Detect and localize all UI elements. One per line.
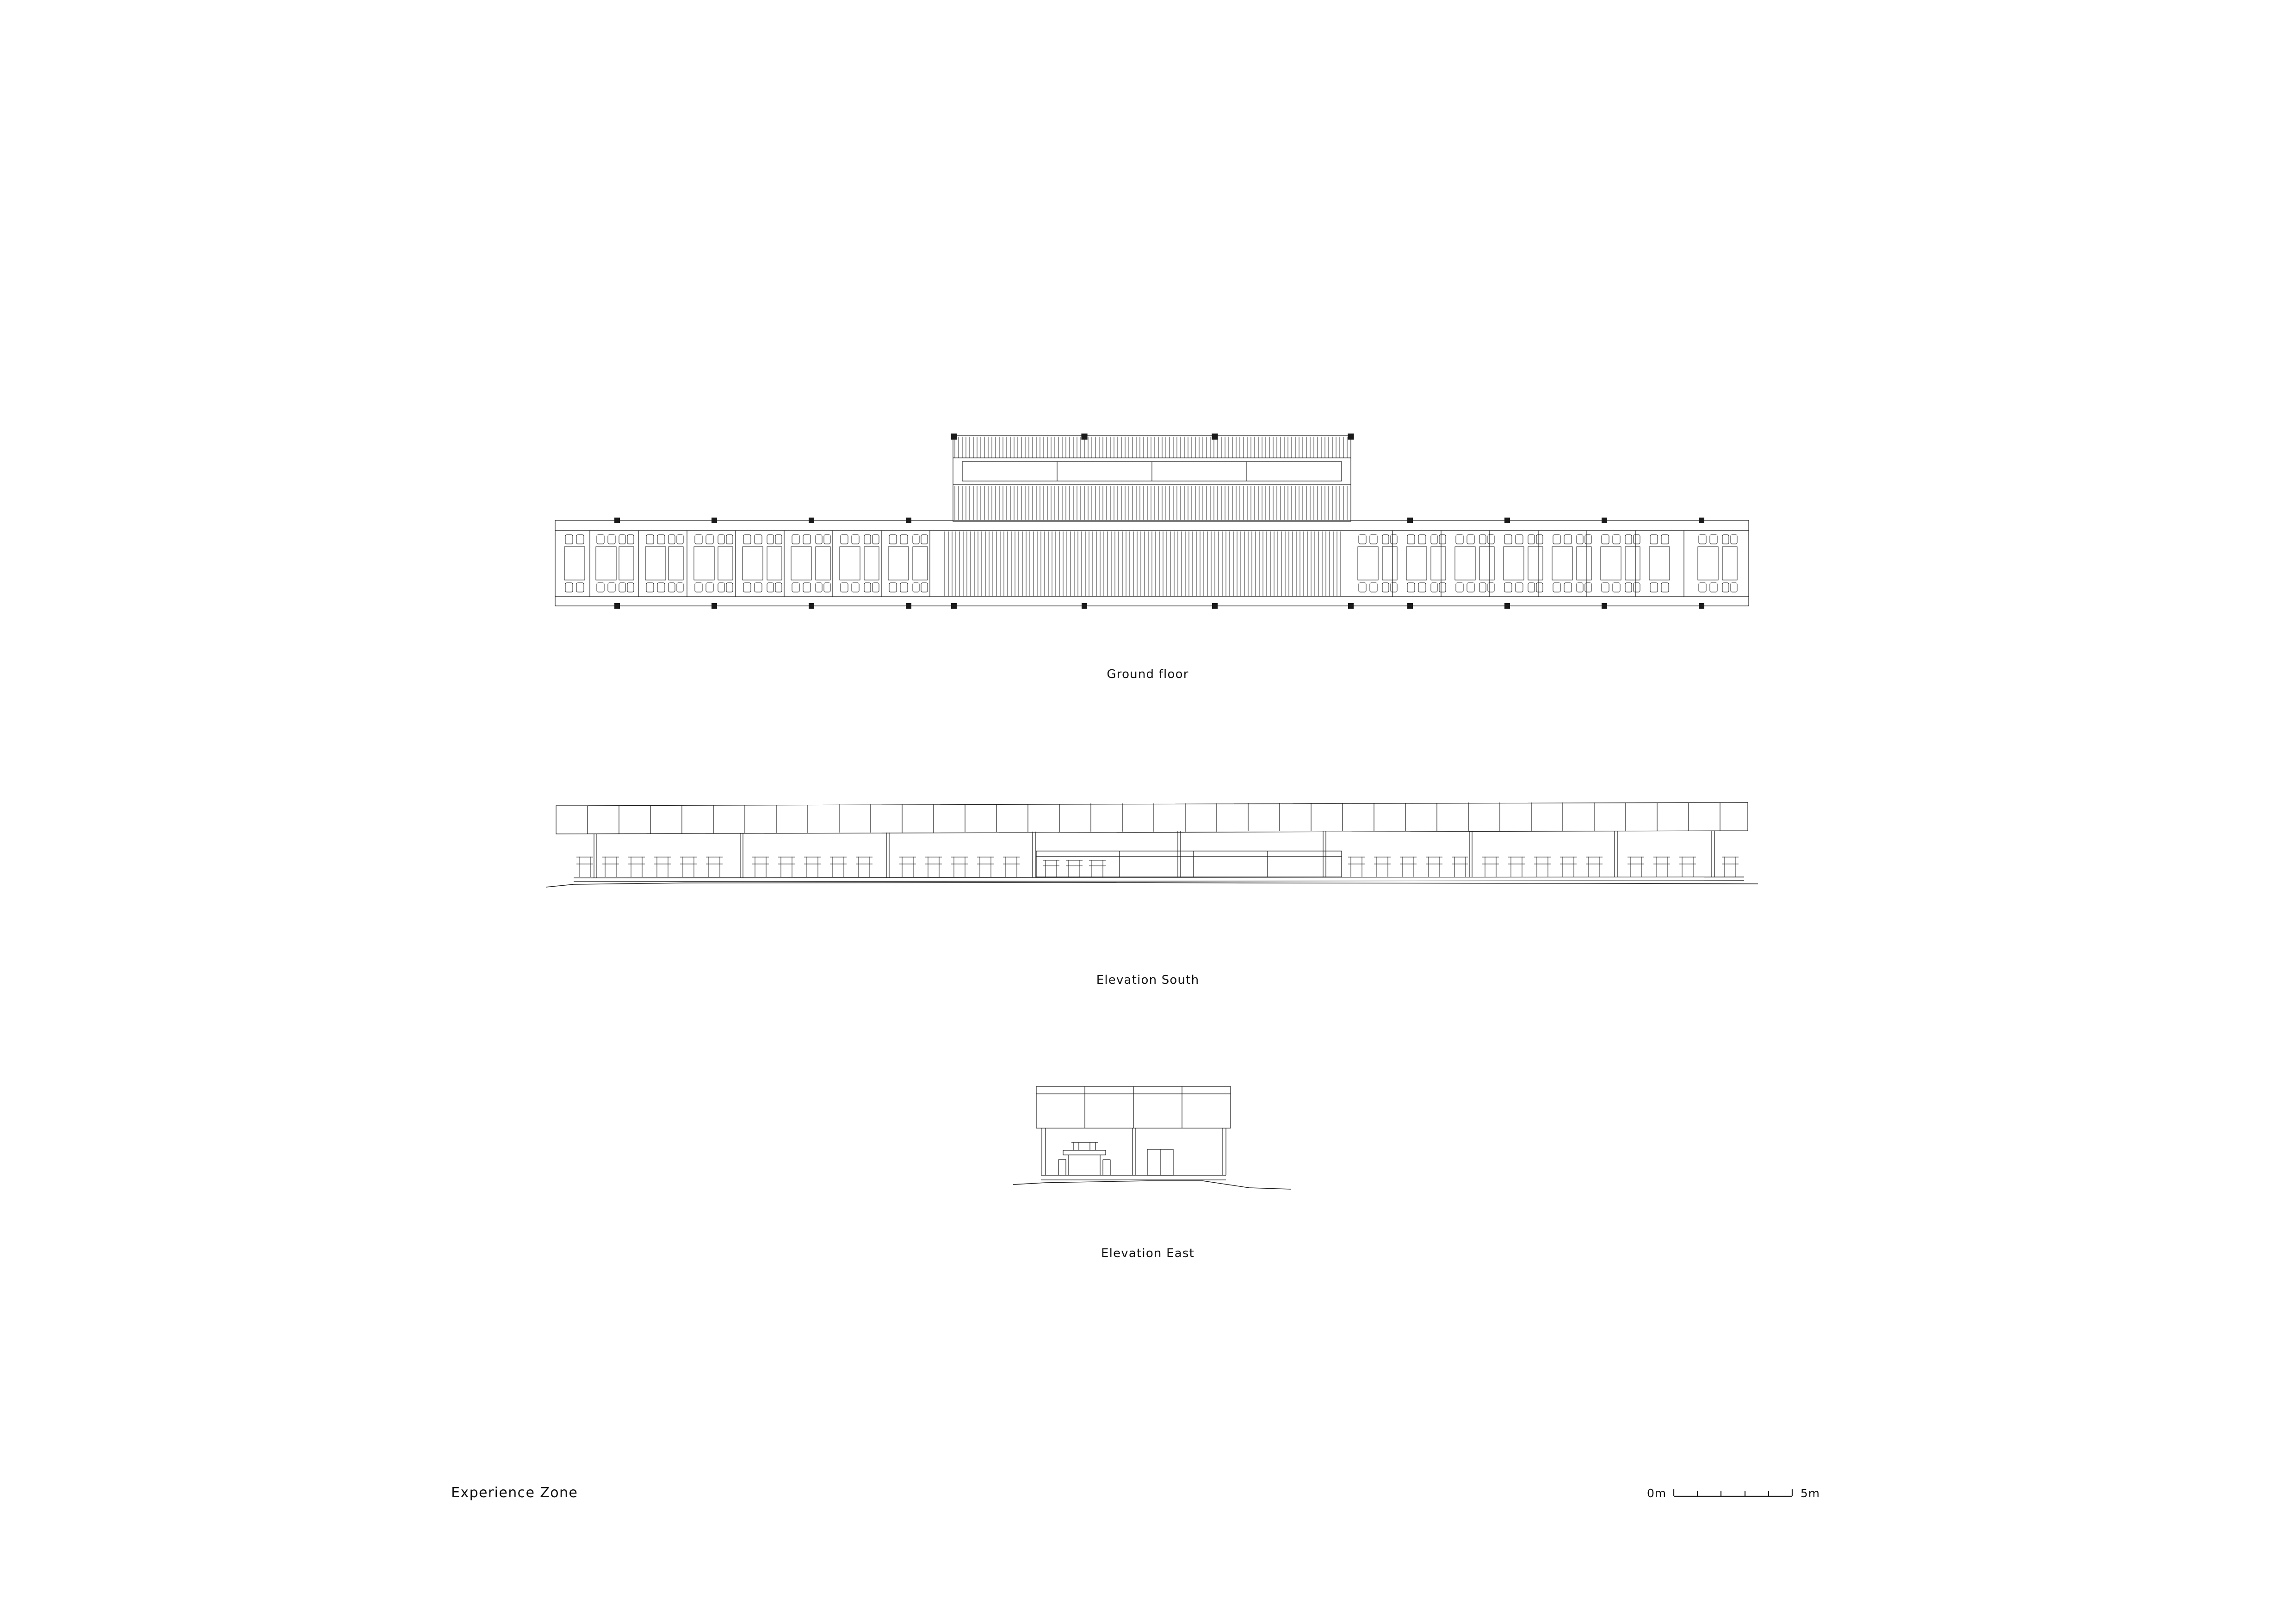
scale-bar-graphic	[1671, 1485, 1796, 1501]
east-doorway	[1147, 1149, 1173, 1175]
caption-elevation-south: Elevation South	[1096, 973, 1200, 987]
south-roof	[556, 802, 1748, 834]
south-furniture-left	[576, 857, 1020, 877]
page-title: Experience Zone	[451, 1485, 578, 1501]
elevation-east-svg	[1009, 1075, 1295, 1205]
plan-seating-bays-right	[1358, 531, 1737, 597]
south-furniture-centre	[1043, 860, 1106, 877]
plan-central-core	[945, 531, 1341, 596]
east-furniture	[1058, 1142, 1110, 1175]
elevation-south-svg	[546, 796, 1758, 934]
drawing-ground-floor	[546, 426, 1758, 643]
caption-ground-floor: Ground floor	[1107, 667, 1189, 681]
east-roof	[1036, 1086, 1231, 1128]
south-floor-slab	[574, 877, 1744, 882]
plan-central-block	[951, 434, 1354, 521]
ground-floor-svg	[546, 426, 1758, 643]
south-central-volume	[1036, 851, 1342, 877]
scale-end-label: 5m	[1800, 1486, 1820, 1500]
drawing-elevation-south	[546, 796, 1758, 934]
drawing-elevation-east	[1009, 1075, 1295, 1205]
east-columns	[1042, 1128, 1226, 1175]
south-columns	[594, 831, 1714, 878]
east-ground-line	[1013, 1181, 1291, 1189]
east-floor-slab	[1041, 1175, 1226, 1180]
scale-bar	[1647, 1482, 1820, 1504]
scale-start-label: 0m	[1647, 1486, 1666, 1500]
south-ground-line	[546, 882, 1758, 887]
caption-elevation-east: Elevation East	[1101, 1247, 1194, 1260]
south-furniture-right	[1348, 857, 1739, 877]
plan-seating-bays-left	[564, 531, 930, 597]
